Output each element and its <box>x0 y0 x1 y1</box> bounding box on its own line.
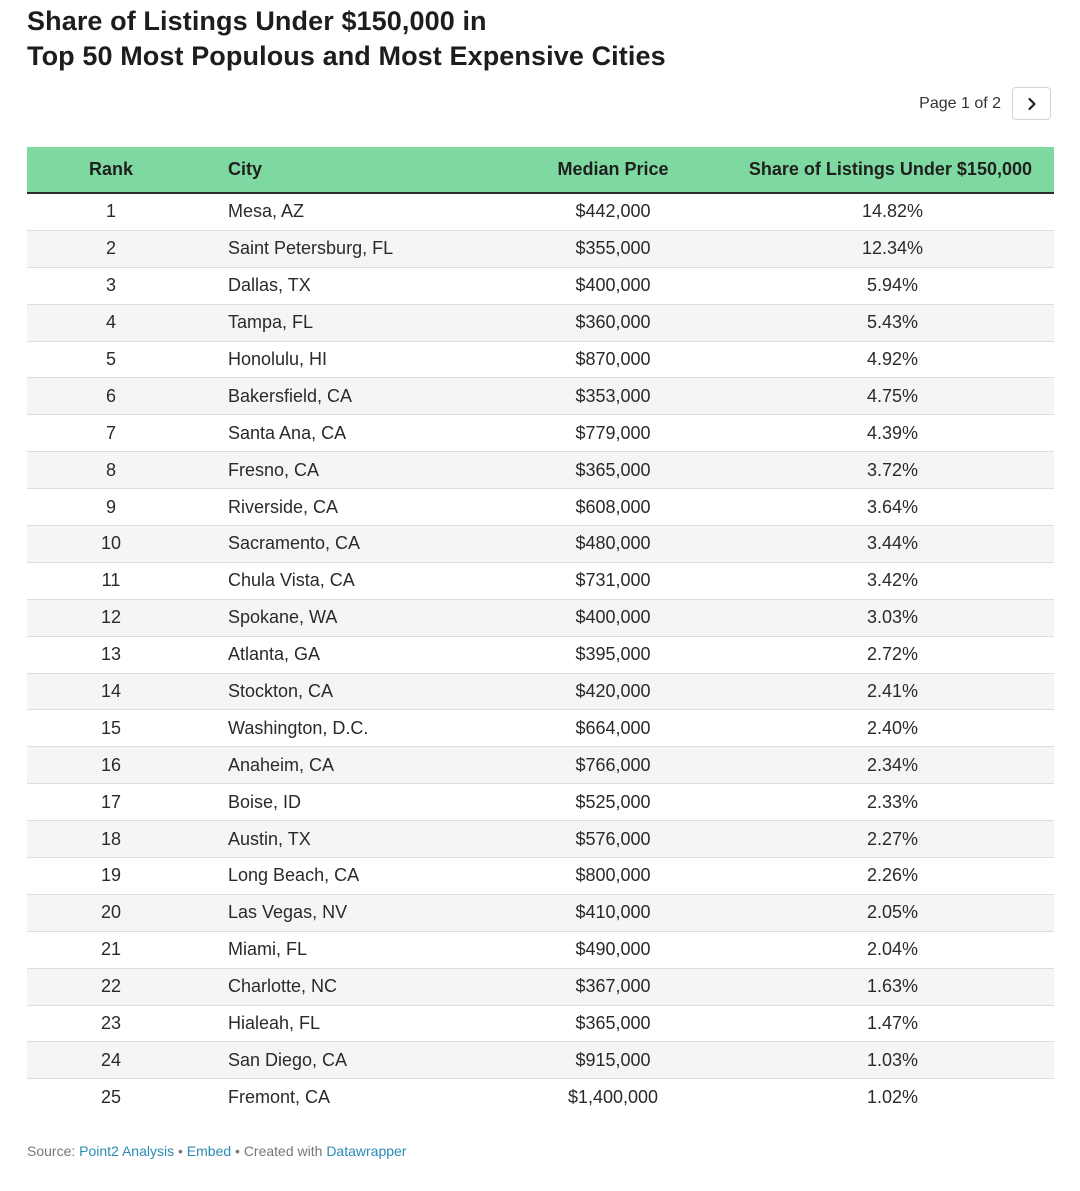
column-header-share[interactable]: Share of Listings Under $150,000 <box>748 159 1032 179</box>
cell-city: Dallas, TX <box>228 275 311 296</box>
table-row <box>27 932 1054 969</box>
cell-share: 3.44% <box>866 533 919 554</box>
cell-median-price: $367,000 <box>575 976 651 997</box>
table-row <box>27 415 1054 452</box>
cell-city: Fremont, CA <box>228 1087 331 1108</box>
source-prefix: Source: <box>27 1143 80 1159</box>
datawrapper-link[interactable]: Datawrapper <box>326 1143 407 1159</box>
cell-share: 2.72% <box>866 644 919 665</box>
cell-city: Spokane, WA <box>228 607 338 628</box>
cell-rank: 12 <box>100 607 122 628</box>
cell-share: 4.39% <box>866 422 919 443</box>
cell-share: 2.05% <box>866 902 919 923</box>
chart-title <box>27 4 666 74</box>
cell-city: Las Vegas, NV <box>228 902 348 923</box>
cell-median-price: $410,000 <box>575 902 651 923</box>
cell-median-price: $576,000 <box>575 828 651 849</box>
cell-city: Hialeah, FL <box>228 1013 321 1034</box>
cell-city: Washington, D.C. <box>228 717 369 738</box>
cell-median-price: $400,000 <box>575 275 651 296</box>
column-header-city[interactable]: City <box>228 159 263 179</box>
cell-city: Honolulu, HI <box>228 349 328 369</box>
page-indicator: Page 1 of 2 <box>919 94 1001 112</box>
cell-median-price: $731,000 <box>575 570 651 591</box>
table-row <box>27 858 1054 895</box>
cell-share: 5.94% <box>866 275 919 296</box>
next-page-button[interactable] <box>1012 87 1051 120</box>
cell-share: 3.72% <box>866 459 919 480</box>
cell-share: 4.92% <box>866 349 919 369</box>
cell-city: Austin, TX <box>228 828 311 849</box>
table-row <box>27 1006 1054 1043</box>
cell-median-price: $664,000 <box>575 717 651 738</box>
chart-title-line-2: Top 50 Most Populous and Most Expensive Cities <box>27 41 666 71</box>
cell-rank: 2 <box>105 238 116 259</box>
cell-median-price: $442,000 <box>575 201 651 222</box>
cell-city: Long Beach, CA <box>228 865 360 886</box>
cell-city: Stockton, CA <box>228 681 334 702</box>
cell-rank: 5 <box>105 349 116 369</box>
cell-city: Boise, ID <box>228 791 302 812</box>
cell-share: 14.82% <box>861 201 924 222</box>
cell-rank: 15 <box>100 717 122 738</box>
cell-share: 1.47% <box>866 1013 919 1034</box>
cell-median-price: $800,000 <box>575 865 651 886</box>
table-row <box>27 452 1054 489</box>
chart-title-line-1: Share of Listings Under $150,000 in <box>27 6 487 36</box>
cell-rank: 17 <box>100 791 122 812</box>
table-row <box>27 489 1054 526</box>
cell-share: 2.33% <box>866 791 919 812</box>
cell-share: 3.42% <box>866 570 919 591</box>
cell-median-price: $395,000 <box>575 644 651 665</box>
cell-share: 2.40% <box>866 717 919 738</box>
table-body <box>27 194 1054 1116</box>
cell-rank: 21 <box>100 939 122 960</box>
table-row <box>27 1079 1054 1116</box>
table-row <box>27 194 1054 231</box>
cell-share: 5.43% <box>866 312 919 333</box>
cell-share: 2.27% <box>866 828 919 849</box>
cell-share: 3.64% <box>866 496 919 517</box>
cell-share: 2.26% <box>866 865 919 886</box>
table-row <box>27 600 1054 637</box>
cell-share: 1.63% <box>866 976 919 997</box>
cell-rank: 9 <box>105 496 116 517</box>
cell-city: Fresno, CA <box>228 459 320 480</box>
cell-median-price: $400,000 <box>575 607 651 628</box>
cell-median-price: $525,000 <box>575 791 651 812</box>
cell-median-price: $355,000 <box>575 238 651 259</box>
cell-city: Anaheim, CA <box>228 754 335 775</box>
cell-rank: 23 <box>100 1013 122 1034</box>
table-row <box>27 895 1054 932</box>
cell-median-price: $420,000 <box>575 681 651 702</box>
cell-rank: 3 <box>105 275 116 296</box>
cell-city: Bakersfield, CA <box>228 385 353 406</box>
cell-median-price: $360,000 <box>575 312 651 333</box>
table-row <box>27 784 1054 821</box>
cell-median-price: $915,000 <box>575 1049 651 1070</box>
cell-share: 2.34% <box>866 754 919 775</box>
cell-median-price: $365,000 <box>575 1013 651 1034</box>
cell-rank: 25 <box>100 1087 122 1108</box>
pagination <box>919 87 1051 120</box>
table-row <box>27 342 1054 379</box>
cell-rank: 11 <box>101 570 121 591</box>
cell-median-price: $490,000 <box>575 939 651 960</box>
cell-median-price: $779,000 <box>575 422 651 443</box>
cell-rank: 19 <box>100 865 122 886</box>
table-row <box>27 1042 1054 1079</box>
cell-rank: 18 <box>100 828 122 849</box>
cell-share: 2.41% <box>866 681 919 702</box>
cell-share: 1.02% <box>866 1087 919 1108</box>
cell-median-price: $1,400,000 <box>567 1087 659 1108</box>
cell-city: Charlotte, NC <box>228 976 338 997</box>
source-link[interactable]: Point2 Analysis <box>79 1143 175 1159</box>
cell-city: Tampa, FL <box>228 312 314 333</box>
table-row <box>27 526 1054 563</box>
table-row <box>27 563 1054 600</box>
footer-source <box>27 1143 406 1159</box>
cell-rank: 24 <box>100 1049 122 1070</box>
created-with-text: • Created with <box>231 1143 327 1159</box>
column-header-rank[interactable]: Rank <box>88 159 133 179</box>
cell-rank: 6 <box>105 385 116 406</box>
cell-city: Sacramento, CA <box>228 533 361 554</box>
cell-city: Chula Vista, CA <box>228 570 355 591</box>
embed-link[interactable]: Embed <box>186 1143 232 1159</box>
cell-city: Atlanta, GA <box>228 644 321 665</box>
column-header-median-price[interactable]: Median Price <box>557 159 669 179</box>
table-header-row <box>27 147 1054 194</box>
cell-share: 4.75% <box>866 385 919 406</box>
table-row <box>27 674 1054 711</box>
cell-rank: 14 <box>100 681 122 702</box>
cell-rank: 4 <box>105 312 116 333</box>
cell-city: Miami, FL <box>228 939 308 960</box>
table-row <box>27 969 1054 1006</box>
cell-rank: 1 <box>105 201 116 222</box>
table-row <box>27 821 1054 858</box>
cell-rank: 7 <box>105 422 116 443</box>
table-row <box>27 231 1054 268</box>
cell-rank: 20 <box>100 902 122 923</box>
cell-city: Mesa, AZ <box>228 201 305 222</box>
cell-rank: 16 <box>100 754 122 775</box>
cell-median-price: $365,000 <box>575 459 651 480</box>
cell-city: Saint Petersburg, FL <box>228 238 394 259</box>
cell-share: 12.34% <box>861 238 924 259</box>
table-row <box>27 747 1054 784</box>
table-row <box>27 378 1054 415</box>
cell-city: Riverside, CA <box>228 496 339 517</box>
chevron-right-icon <box>1025 97 1039 111</box>
cell-median-price: $870,000 <box>575 349 651 369</box>
data-table <box>27 147 1054 1116</box>
cell-rank: 13 <box>100 644 122 665</box>
cell-city: Santa Ana, CA <box>228 422 347 443</box>
cell-share: 3.03% <box>866 607 919 628</box>
table-row <box>27 637 1054 674</box>
cell-share: 2.04% <box>866 939 919 960</box>
cell-city: San Diego, CA <box>228 1049 348 1070</box>
footer-separator: • <box>174 1143 187 1159</box>
table-row <box>27 268 1054 305</box>
cell-median-price: $480,000 <box>575 533 651 554</box>
table-row <box>27 710 1054 747</box>
cell-rank: 10 <box>100 533 122 554</box>
cell-median-price: $608,000 <box>575 496 651 517</box>
cell-rank: 22 <box>100 976 122 997</box>
cell-rank: 8 <box>105 459 116 480</box>
cell-median-price: $353,000 <box>575 385 651 406</box>
table-row <box>27 305 1054 342</box>
cell-share: 1.03% <box>866 1049 919 1070</box>
cell-median-price: $766,000 <box>575 754 651 775</box>
